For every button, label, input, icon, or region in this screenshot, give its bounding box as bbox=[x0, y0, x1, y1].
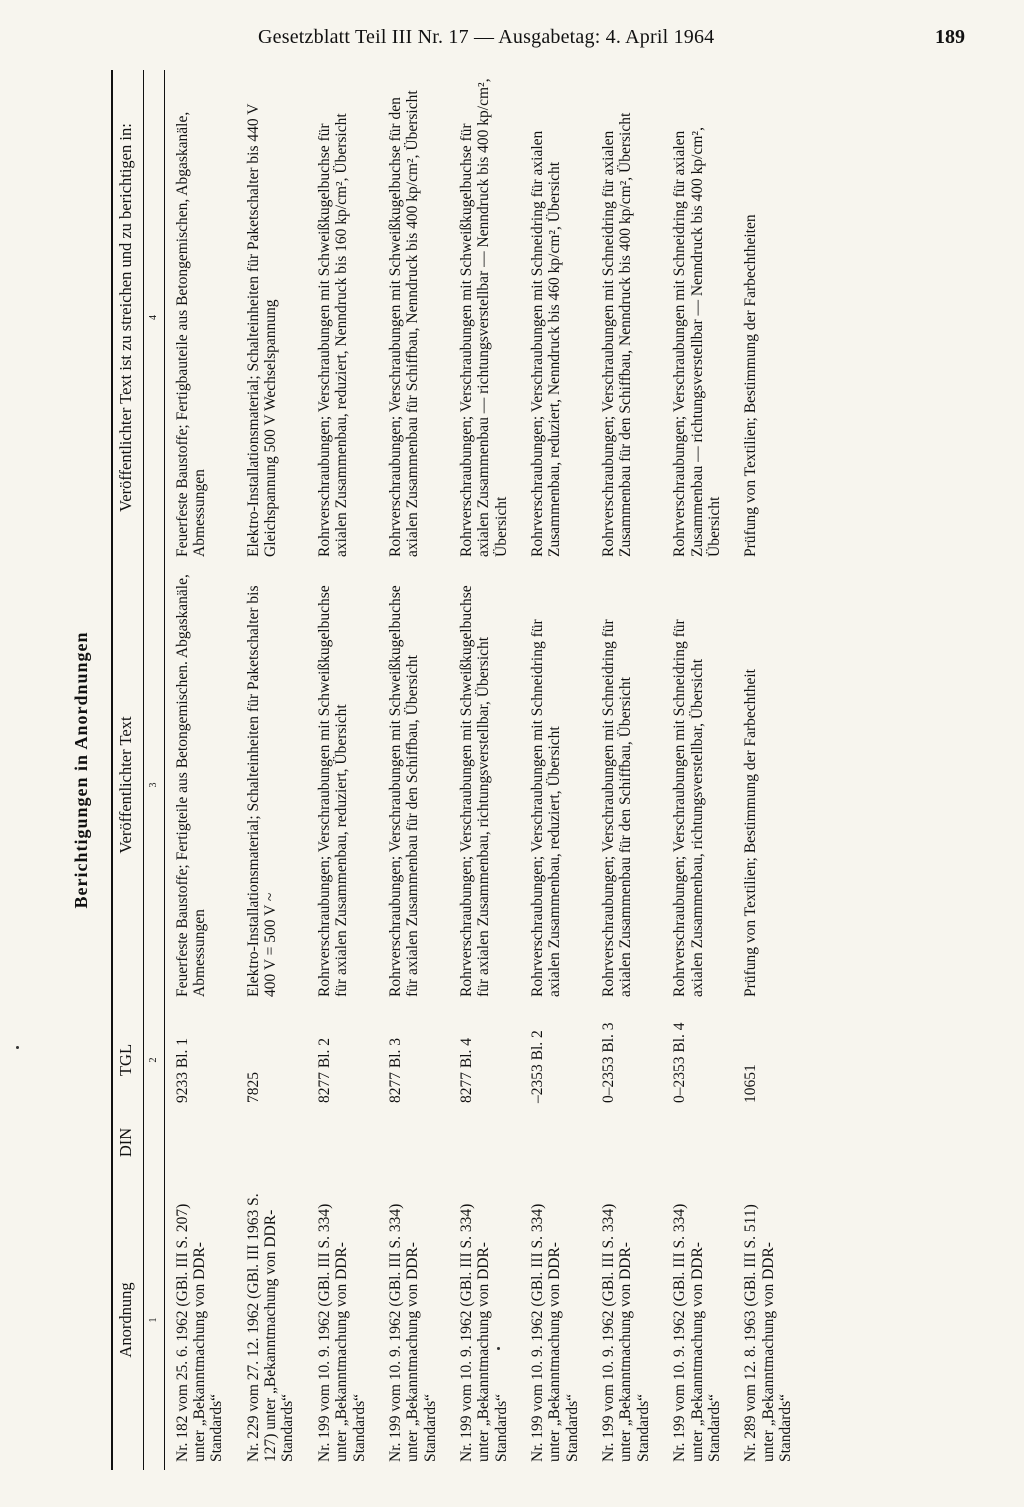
anordnung-cell: Nr. 199 vom 10. 9. 1962 (GBl. III S. 334) unter „Bekanntmachung von DDR-Standards“ bbox=[600, 1203, 652, 1462]
published-text-cell: Rohrverschraubungen; Verschraubungen mit Schweißkugelbuchse für axialen Zusammenbau, richtungsverstellbar, Übersicht bbox=[457, 585, 493, 997]
column-number-row bbox=[144, 70, 164, 1470]
column-number: 4 bbox=[144, 70, 164, 565]
correction-cell: Prüfung von Textilien; Bestimmung der Farbechtheiten bbox=[742, 214, 760, 557]
correction-cell: Feuerfeste Baustoffe; Fertigbauteile aus Betongemischen, Abgaskanäle, Abmessungen bbox=[173, 111, 209, 557]
table-row bbox=[378, 70, 449, 1470]
anordnung-cell: Nr. 199 vom 10. 9. 1962 (GBl. III S. 334) unter „Bekanntmachung von DDR-Standards“ bbox=[386, 1203, 439, 1462]
table-header-row bbox=[112, 70, 144, 1470]
correction-cell: Elektro-Installationsmaterial; Schalteinheiten für Paketschalter bis 440 V Gleichspannung 500 V Wechselspannung bbox=[244, 103, 280, 557]
table-row bbox=[662, 70, 733, 1470]
column-header-text: Veröffentlichter Text bbox=[112, 565, 144, 1005]
anordnung-cell: Nr. 182 vom 25. 6. 1962 (GBl. III S. 207) unter „Bekanntmachung von DDR-Standards“ bbox=[173, 1203, 226, 1462]
din-cell bbox=[236, 1115, 307, 1170]
anordnung-cell: Nr. 199 vom 10. 9. 1962 (GBl. III S. 334) unter „Bekanntmachung von DDR-Standards“ bbox=[457, 1203, 510, 1462]
tgl-cell: 8277 Bl. 3 bbox=[386, 1037, 404, 1103]
scan-speck bbox=[16, 1046, 19, 1049]
table-row bbox=[733, 70, 804, 1470]
published-text-cell: Prüfung von Textilien; Bestimmung der Farbechtheit bbox=[742, 669, 760, 997]
published-text-cell: Rohrverschraubungen; Verschraubungen mit Schneidring für axialen Zusammenbau, reduziert, Übersicht bbox=[529, 619, 564, 997]
table-row bbox=[164, 70, 236, 1470]
table-row bbox=[307, 70, 378, 1470]
tgl-cell: 8277 Bl. 4 bbox=[457, 1037, 475, 1103]
correction-cell: Rohrverschraubungen; Verschraubungen mit Schweißkugelbuchse für axialen Zusammenbau — richtungsverstellbar — Nenndruck bis 400 kp/cm², Übersicht bbox=[457, 78, 510, 557]
correction-cell: Rohrverschraubungen; Verschraubungen mit Schweißkugelbuchse für den axialen Zusammenbau für Schiffbau, Nenndruck bis 400 kp/cm², Übersicht bbox=[386, 90, 422, 557]
anordnung-cell: Nr. 289 vom 12. 8. 1963 (GBl. III S. 511) unter „Bekanntmachung von DDR-Standards“ bbox=[742, 1204, 794, 1462]
column-header-anordnung: Anordnung bbox=[112, 1170, 144, 1470]
tgl-cell: 0–2353 Bl. 4 bbox=[671, 1022, 689, 1103]
tgl-cell: 7825 bbox=[244, 1072, 262, 1103]
column-number: 2 bbox=[144, 1005, 164, 1115]
column-number bbox=[144, 1115, 164, 1170]
published-text-cell: Rohrverschraubungen; Verschraubungen mit Schweißkugelbuchse für axialen Zusammenbau für den Schiffbau, Übersicht bbox=[386, 585, 422, 997]
tgl-cell: 9233 Bl. 1 bbox=[173, 1037, 191, 1103]
rotated-table-page bbox=[65, 70, 965, 1470]
din-cell bbox=[591, 1115, 662, 1170]
column-number: 1 bbox=[144, 1170, 164, 1470]
anordnung-cell: Nr. 199 vom 10. 9. 1962 (GBl. III S. 334) unter „Bekanntmachung von DDR-Standards“ bbox=[529, 1203, 581, 1462]
tgl-cell: 8277 Bl. 2 bbox=[315, 1037, 333, 1103]
din-cell bbox=[449, 1115, 520, 1170]
table-row bbox=[591, 70, 662, 1470]
published-text-cell: Elektro-Installationsmaterial; Schalteinheiten für Paketschalter bis 400 V = 500 V ~ bbox=[244, 585, 280, 997]
running-title: Gesetzblatt Teil III Nr. 17 — Ausgabetag: 4. April 1964 bbox=[258, 26, 715, 48]
din-cell bbox=[662, 1115, 733, 1170]
column-header-correction: Veröffentlichter Text ist zu streichen und zu berichtigen in: bbox=[112, 70, 144, 565]
column-header-din: DIN bbox=[112, 1115, 144, 1170]
tgl-cell: 10651 bbox=[742, 1064, 760, 1103]
column-header-tgl: TGL bbox=[112, 1005, 144, 1115]
anordnung-cell: Nr. 199 vom 10. 9. 1962 (GBl. III S. 334) unter „Bekanntmachung von DDR-Standards“ bbox=[315, 1203, 368, 1462]
corrections-table bbox=[111, 70, 804, 1470]
tgl-cell: 0–2353 Bl. 3 bbox=[600, 1022, 618, 1103]
table-row bbox=[520, 70, 591, 1470]
din-cell bbox=[520, 1115, 591, 1170]
correction-cell: Rohrverschraubungen; Verschraubungen mit Schneidring für axialen Zusammenbau, reduziert, Nenndruck bis 460 kp/cm², Übersicht bbox=[529, 130, 564, 557]
published-text-cell: Rohrverschraubungen; Verschraubungen mit Schweißkugelbuchse für axialen Zusammenbau, reduziert, Übersicht bbox=[315, 585, 351, 997]
din-cell bbox=[733, 1115, 804, 1170]
correction-cell: Rohrverschraubungen; Verschraubungen mit Schweißkugelbuchse für axialen Zusammenbau, reduziert, Nenndruck bis 160 kp/cm², Übersicht bbox=[315, 113, 351, 557]
published-text-cell: Feuerfeste Baustoffe; Fertigteile aus Betongemischen. Abgaskanäle, Abmessungen bbox=[173, 574, 209, 997]
scan-speck bbox=[497, 1347, 500, 1350]
tgl-cell: –2353 Bl. 2 bbox=[529, 1030, 547, 1103]
correction-cell: Rohrverschraubungen; Verschraubungen mit Schneidring für axialen Zusammenbau für den Schiffbau, Nenndruck bis 400 kp/cm², Übersicht bbox=[600, 112, 635, 557]
anordnung-cell: Nr. 229 vom 27. 12. 1962 (GBl. III 1963 S. 127) unter „Bekanntmachung von DDR-Standards“ bbox=[244, 1193, 297, 1462]
correction-cell: Rohrverschraubungen; Verschraubungen mit Schneidring für axialen Zusammenbau — richtungsverstellbar — Nenndruck bis 400 kp/cm², Übersicht bbox=[671, 127, 723, 557]
din-cell bbox=[378, 1115, 449, 1170]
table-title: Berichtigungen in Anordnungen bbox=[71, 631, 91, 909]
din-cell bbox=[307, 1115, 378, 1170]
published-text-cell: Rohrverschraubungen; Verschraubungen mit Schneidring für axialen Zusammenbau, richtungsverstellbar, Übersicht bbox=[671, 619, 706, 997]
page-number: 189 bbox=[935, 26, 965, 48]
published-text-cell: Rohrverschraubungen; Verschraubungen mit Schneidring für axialen Zusammenbau für den Schiffbau, Übersicht bbox=[600, 619, 635, 997]
anordnung-cell: Nr. 199 vom 10. 9. 1962 (GBl. III S. 334) unter „Bekanntmachung von DDR-Standards“ bbox=[671, 1203, 723, 1462]
column-number: 3 bbox=[144, 565, 164, 1005]
page-header bbox=[0, 0, 1024, 60]
din-cell bbox=[164, 1115, 236, 1170]
table-row bbox=[236, 70, 307, 1470]
table-row bbox=[449, 70, 520, 1470]
